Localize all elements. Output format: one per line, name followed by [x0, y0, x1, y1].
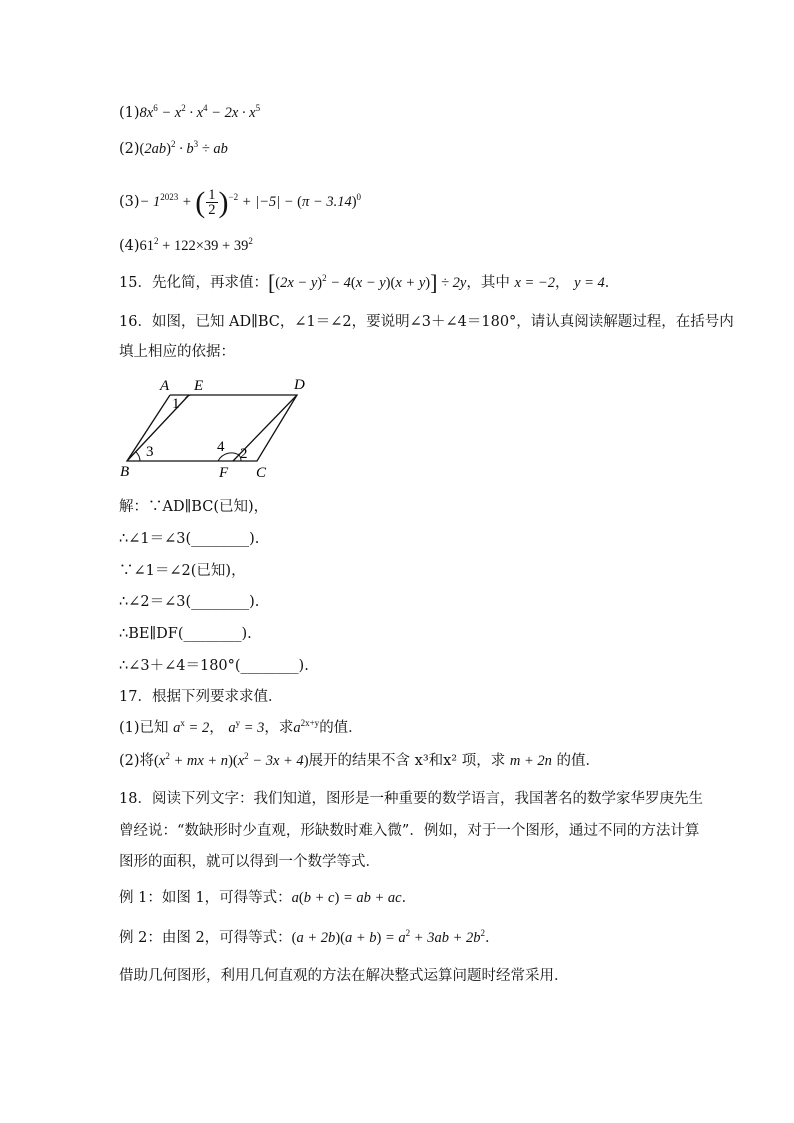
p17-2-text-b: 展开的结果不含 x³和x² 项，求 [308, 753, 506, 769]
problem-17-title: 17．根据下列要求求值． [119, 689, 283, 705]
solution-line: 解：∵AD∥BC(已知)， [119, 499, 269, 515]
label-d: D [294, 377, 305, 393]
solution-line: ∴∠2＝∠3(________). [119, 594, 260, 610]
label-e: E [194, 378, 204, 394]
problem-15-label: 15．先化简，再求值： [119, 275, 268, 291]
problem-14-3: $(3)- 1^{2023}$ + ( $\frac{1}{2}$ )$^{-2} + |-5| - (\pi - 3.14)^0$ [119, 185, 362, 219]
y-value: y = 4 [574, 275, 605, 291]
label-a: A [160, 378, 170, 394]
item-number: (4) [119, 238, 140, 254]
item-number: (1) [119, 105, 140, 121]
label-f: F [219, 465, 229, 481]
problem-18-line2: 曾经说：“数缺形时少直观，形缺数时难入微”．例如，对于一个图形，通过不同的方法计算 [119, 823, 700, 839]
p17-1-text-a: (1)已知 [119, 720, 169, 736]
solution-line: ∵∠1＝∠2(已知)， [119, 563, 246, 579]
label-angle-4: 4 [217, 439, 225, 455]
problem-14-4: $(4)61^2 + 122\times 39 + 39^2$ [119, 236, 253, 254]
problem-18-last: 借助几何图形，利用几何直观的方法在解决整式运算问题时经常采用． [119, 968, 569, 984]
p17-2-text-a: (2)将 [119, 753, 155, 769]
problem-18-line1: 18．阅读下列文字：我们知道，图形是一种重要的数学语言，我国著名的数学家华罗庚先生 [119, 791, 703, 807]
problem-15-tail: ，其中 [466, 275, 510, 291]
solution-line: ∴∠3＋∠4＝180°(________). [119, 658, 309, 674]
parallelogram-diagram [117, 372, 317, 484]
problem-16-line1: 16．如图，已知 AD∥BC，∠1＝∠2，要说明∠3＋∠4＝180°，请认真阅读解题过程，在括号内 [119, 314, 734, 330]
segment-be [127, 395, 189, 461]
x-value: x = −2 [514, 275, 555, 291]
example-1: 例 1：如图 1，可得等式：a(b + c) = ab + ac． [119, 890, 417, 906]
problem-17-1: (1)已知 $a^x = 2$， $a^y = 3$，求$a^{2x+y}$的值． [119, 718, 363, 736]
solution-line: ∴BE∥DF(________). [119, 626, 252, 642]
problem-15: 15．先化简，再求值：$[(2x - y)^2 - 4(x - y)(x + y)] \div 2y$，其中 x = −2， y = 4． [119, 270, 620, 295]
label-angle-3: 3 [146, 444, 154, 460]
label-angle-1: 1 [172, 396, 180, 412]
problem-16-line2: 填上相应的依据： [119, 344, 235, 360]
example-1-label: 例 1：如图 1，可得等式： [119, 890, 292, 906]
solution-line: ∴∠1＝∠3(________). [119, 531, 260, 547]
angle-3-arc [136, 452, 140, 461]
p17-1-text-c: 的值． [319, 720, 363, 736]
example-2: 例 2：由图 2，可得等式：$(a + 2b)(a + b) = a^2 + 3ab + 2b^2$． [119, 928, 500, 946]
problem-18-line3: 图形的面积，就可以得到一个数学等式． [119, 854, 380, 870]
label-c: C [256, 465, 267, 481]
item-number: (3) [119, 193, 140, 210]
problem-14-2: $(2)(2ab)^2 \cdot b^3$ ÷ ab [119, 139, 228, 157]
item-number: (2) [119, 141, 140, 157]
problem-14-1: $(1)8x^6 - x^2 \cdot x^4 - 2x \cdot x^5$ [119, 103, 261, 121]
p17-2-text-c: 的值． [556, 753, 600, 769]
problem-17-2: (2)将($x^2$ + mx + $n)(x^2 - 3x + 4)$展开的结果不含 x³和x² 项，求 m + 2n 的值． [119, 751, 600, 769]
p17-1-text-b: ，求 [264, 720, 294, 736]
example-2-label: 例 2：由图 2，可得等式： [119, 930, 292, 946]
label-angle-2: 2 [240, 446, 248, 462]
label-b: B [120, 464, 130, 480]
